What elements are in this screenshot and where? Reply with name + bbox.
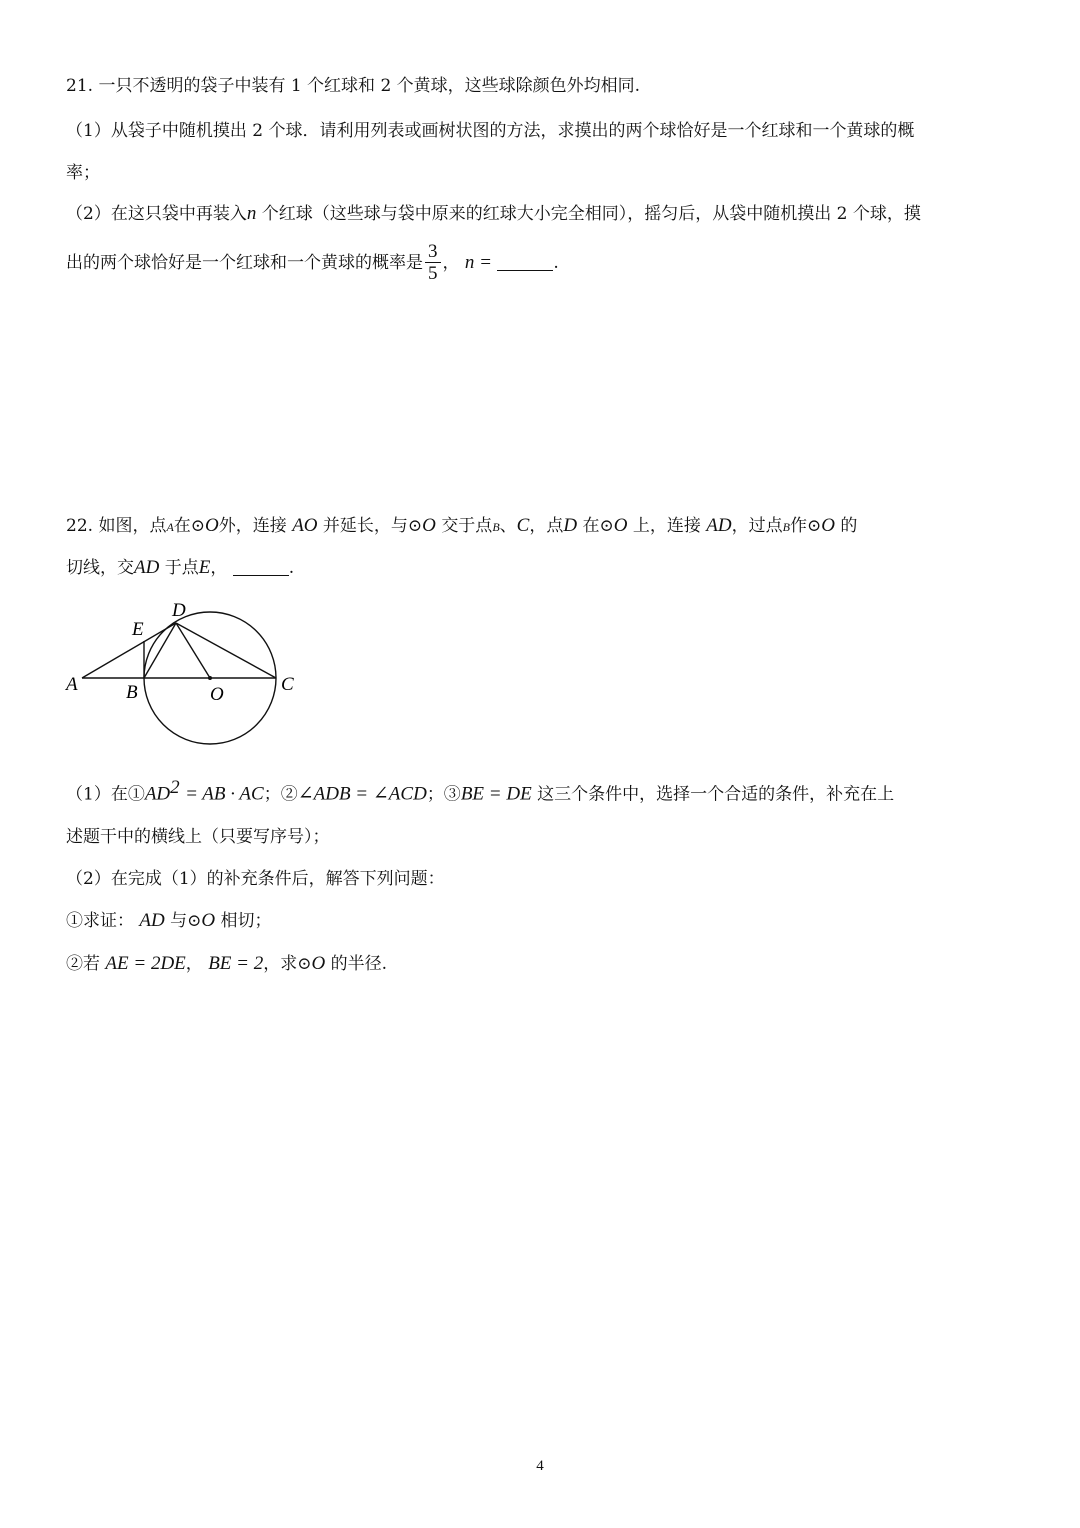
q21-part2-text-b: 个红球（这些球与袋中原来的红球大小完全相同），摇匀后，从袋中随机摸出 2 个球，摸 [261, 204, 921, 224]
q22-sub1 [66, 909, 272, 933]
q22-point-d: D [563, 515, 578, 536]
q22-text: ①求证： [66, 911, 134, 931]
q22-circle-o: O [821, 515, 835, 536]
q21-period: . [553, 253, 559, 273]
q21-part2 [66, 202, 921, 226]
q22-text: 与⊙ [170, 911, 202, 931]
condition-1-rhs: = AB · AC [185, 783, 264, 805]
q21-part1-cont: 率； [66, 163, 100, 183]
q22-segment-ad: AD [139, 910, 165, 931]
q22-text: 外，连接 [218, 516, 287, 536]
q22-text: 并延长，与⊙ [322, 516, 423, 536]
q22-text: ，点 [529, 516, 564, 536]
q22-text: ，求⊙ [263, 954, 312, 974]
fraction-numerator: 3 [425, 242, 441, 263]
q22-part1-cont: 述题干中的横线上（只要写序号）； [66, 827, 330, 847]
label-o: O [210, 684, 224, 705]
q21-part1: （1）从袋子中随机摸出 2 个球．请利用列表或画树状图的方法，求摸出的两个球恰好是一个红球和一个黄球的概 [66, 121, 915, 141]
q22-text: 在⊙ [173, 516, 206, 536]
sub2-condition-2: BE = 2 [208, 953, 264, 974]
q21-comma: ， [442, 253, 460, 273]
q22-part1 [66, 776, 894, 807]
line-dc [176, 623, 276, 678]
q22-point-b: B [492, 520, 500, 534]
sub2-condition-1: AE = 2DE [105, 953, 186, 974]
condition-3: BE = DE [460, 783, 532, 805]
q22-text: ， [185, 954, 203, 974]
q22-answer-blank [233, 557, 289, 576]
q22-text: 切线，交 [66, 558, 134, 578]
q22-text: 这三个条件中，选择一个合适的条件，补充在上 [537, 784, 895, 805]
q21-part2-text-a: （2）在这只袋中再装入 [66, 204, 247, 224]
q22-text: 于点 [164, 558, 199, 578]
label-e: E [132, 619, 144, 640]
condition-2: ∠ADB = ∠ACD [297, 783, 427, 805]
q22-part2: （2）在完成（1）的补充条件后，解答下列问题： [66, 869, 445, 889]
q22-circle-o: O [422, 515, 436, 536]
q22-text: 、 [499, 516, 517, 536]
fraction-denominator: 5 [428, 263, 438, 284]
q22-segment-ad: AD [134, 557, 160, 578]
label-d: D [172, 600, 186, 621]
q22-sub2 [66, 952, 387, 976]
label-c: C [281, 674, 294, 695]
q21-part2-cont [66, 238, 559, 288]
q22-point-e: E [198, 557, 211, 578]
q21-answer-blank [497, 252, 553, 271]
geometry-figure [60, 598, 300, 750]
page-number: 4 [536, 1458, 544, 1474]
condition-1: AD [144, 783, 171, 805]
q22-segment-ao: AO [292, 515, 318, 536]
q22-text: 作⊙ [789, 516, 822, 536]
q21-answer-label: n = [464, 252, 492, 273]
q22-text: 上，连接 [632, 516, 701, 536]
q22-text: 的 [840, 516, 858, 536]
line-db [144, 623, 176, 678]
q22-stem-cont [66, 556, 294, 580]
q22-text: ②若 [66, 954, 100, 974]
q22-text: 的半径. [330, 954, 388, 974]
q22-text: 相切； [220, 911, 272, 931]
q22-point-c: C [516, 515, 530, 536]
q22-text: 22. 如图，点 [66, 516, 167, 536]
q22-text: 在⊙ [582, 516, 614, 536]
q22-circle-o: O [311, 953, 326, 974]
probability-fraction [425, 242, 441, 285]
q22-text: （1）在① [66, 784, 145, 805]
q22-text: 交于点 [441, 516, 493, 536]
label-a: A [66, 674, 78, 695]
center-point [208, 676, 212, 680]
q22-text: ， [210, 558, 228, 578]
line-ad [82, 623, 176, 678]
label-b: B [126, 682, 138, 703]
q22-text: ；② [263, 784, 298, 805]
q22-text: ；③ [426, 784, 461, 805]
q22-point-b: B [782, 520, 790, 534]
q21-stem: 21. 一只不透明的袋子中装有 1 个红球和 2 个黄球，这些球除颜色外均相同. [66, 76, 641, 96]
q22-text: ，过点 [731, 516, 783, 536]
q22-circle-o: O [205, 515, 219, 536]
q22-circle-o: O [613, 515, 628, 536]
q22-stem [66, 514, 857, 539]
line-do [176, 623, 210, 678]
q22-period: . [288, 558, 295, 578]
condition-1-exponent: 2 [170, 777, 180, 798]
q22-segment-ad: AD [706, 515, 732, 536]
q21-part2-text-c: 出的两个球恰好是一个红球和一个黄球的概率是 [66, 253, 423, 273]
q22-point-a: A [166, 520, 174, 534]
q21-var-n: n [246, 203, 257, 224]
q22-circle-o: O [201, 910, 216, 931]
